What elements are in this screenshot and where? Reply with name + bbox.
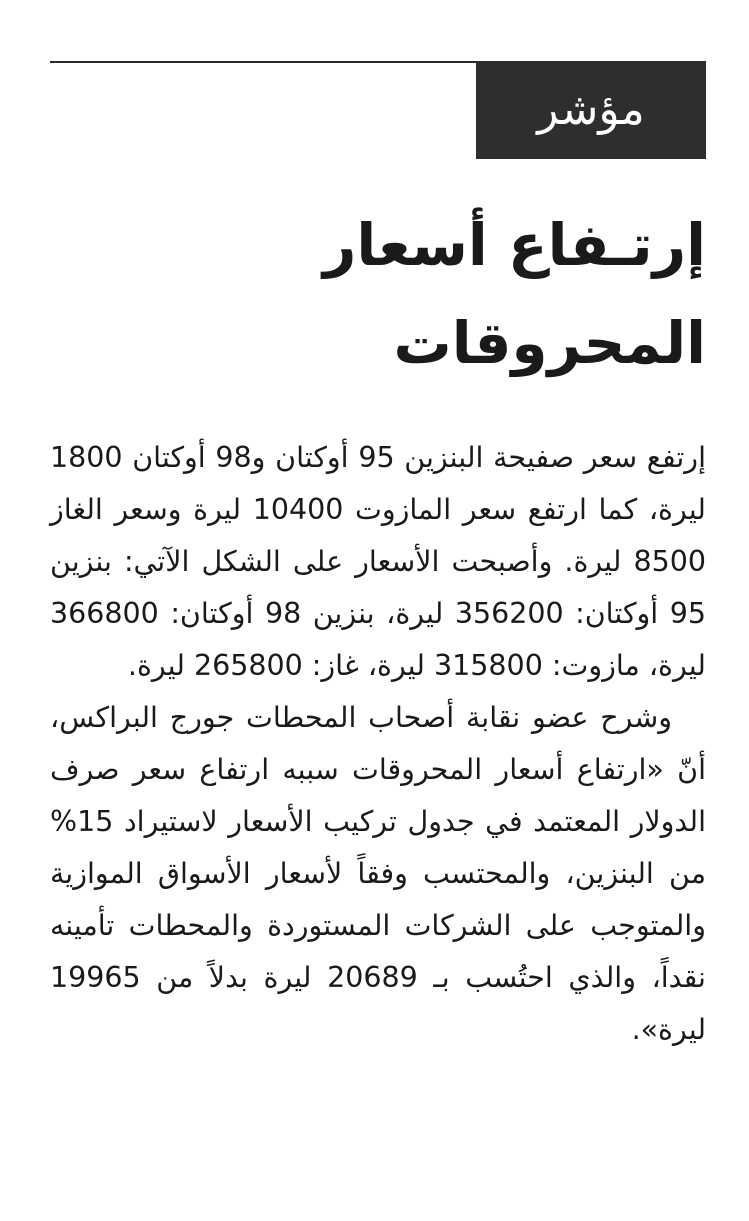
article-body (50, 432, 706, 1056)
section-label: مؤشر (476, 61, 706, 159)
article-page (50, 0, 706, 1221)
article-paragraph: إرتفع سعر صفيحة البنزين 95 أوكتان و98 أوكتان 1800 ليرة، كما ارتفع سعر المازوت 10400 ليرة وسعر الغاز 8500 ليرة. وأصبحت الأسعار على الشكل الآتي: بنزين 95 أوكتان: 356200 ليرة، بنزين 98 أوكتان: 366800 ليرة، مازوت: 315800 ليرة، غاز: 265800 ليرة. (50, 441, 707, 682)
article-headline: إرتـفاع أسعار المحروقات (322, 211, 706, 377)
article-paragraph: وشرح عضو نقابة أصحاب المحطات جورج البراكس، أنّ «ارتفاع أسعار المحروقات سببه ارتفاع سعر صرف الدولار المعتمد في جدول تركيب الأسعار لاستيراد 15% من البنزين، والمحتسب وفقاً لأسعار الأسواق الموازية والمتوجب على الشركات المستوردة والمحطات تأمينه نقداً، والذي احتُسب بـ 20689 ليرة بدلاً من 19965 ليرة». (50, 701, 706, 1046)
